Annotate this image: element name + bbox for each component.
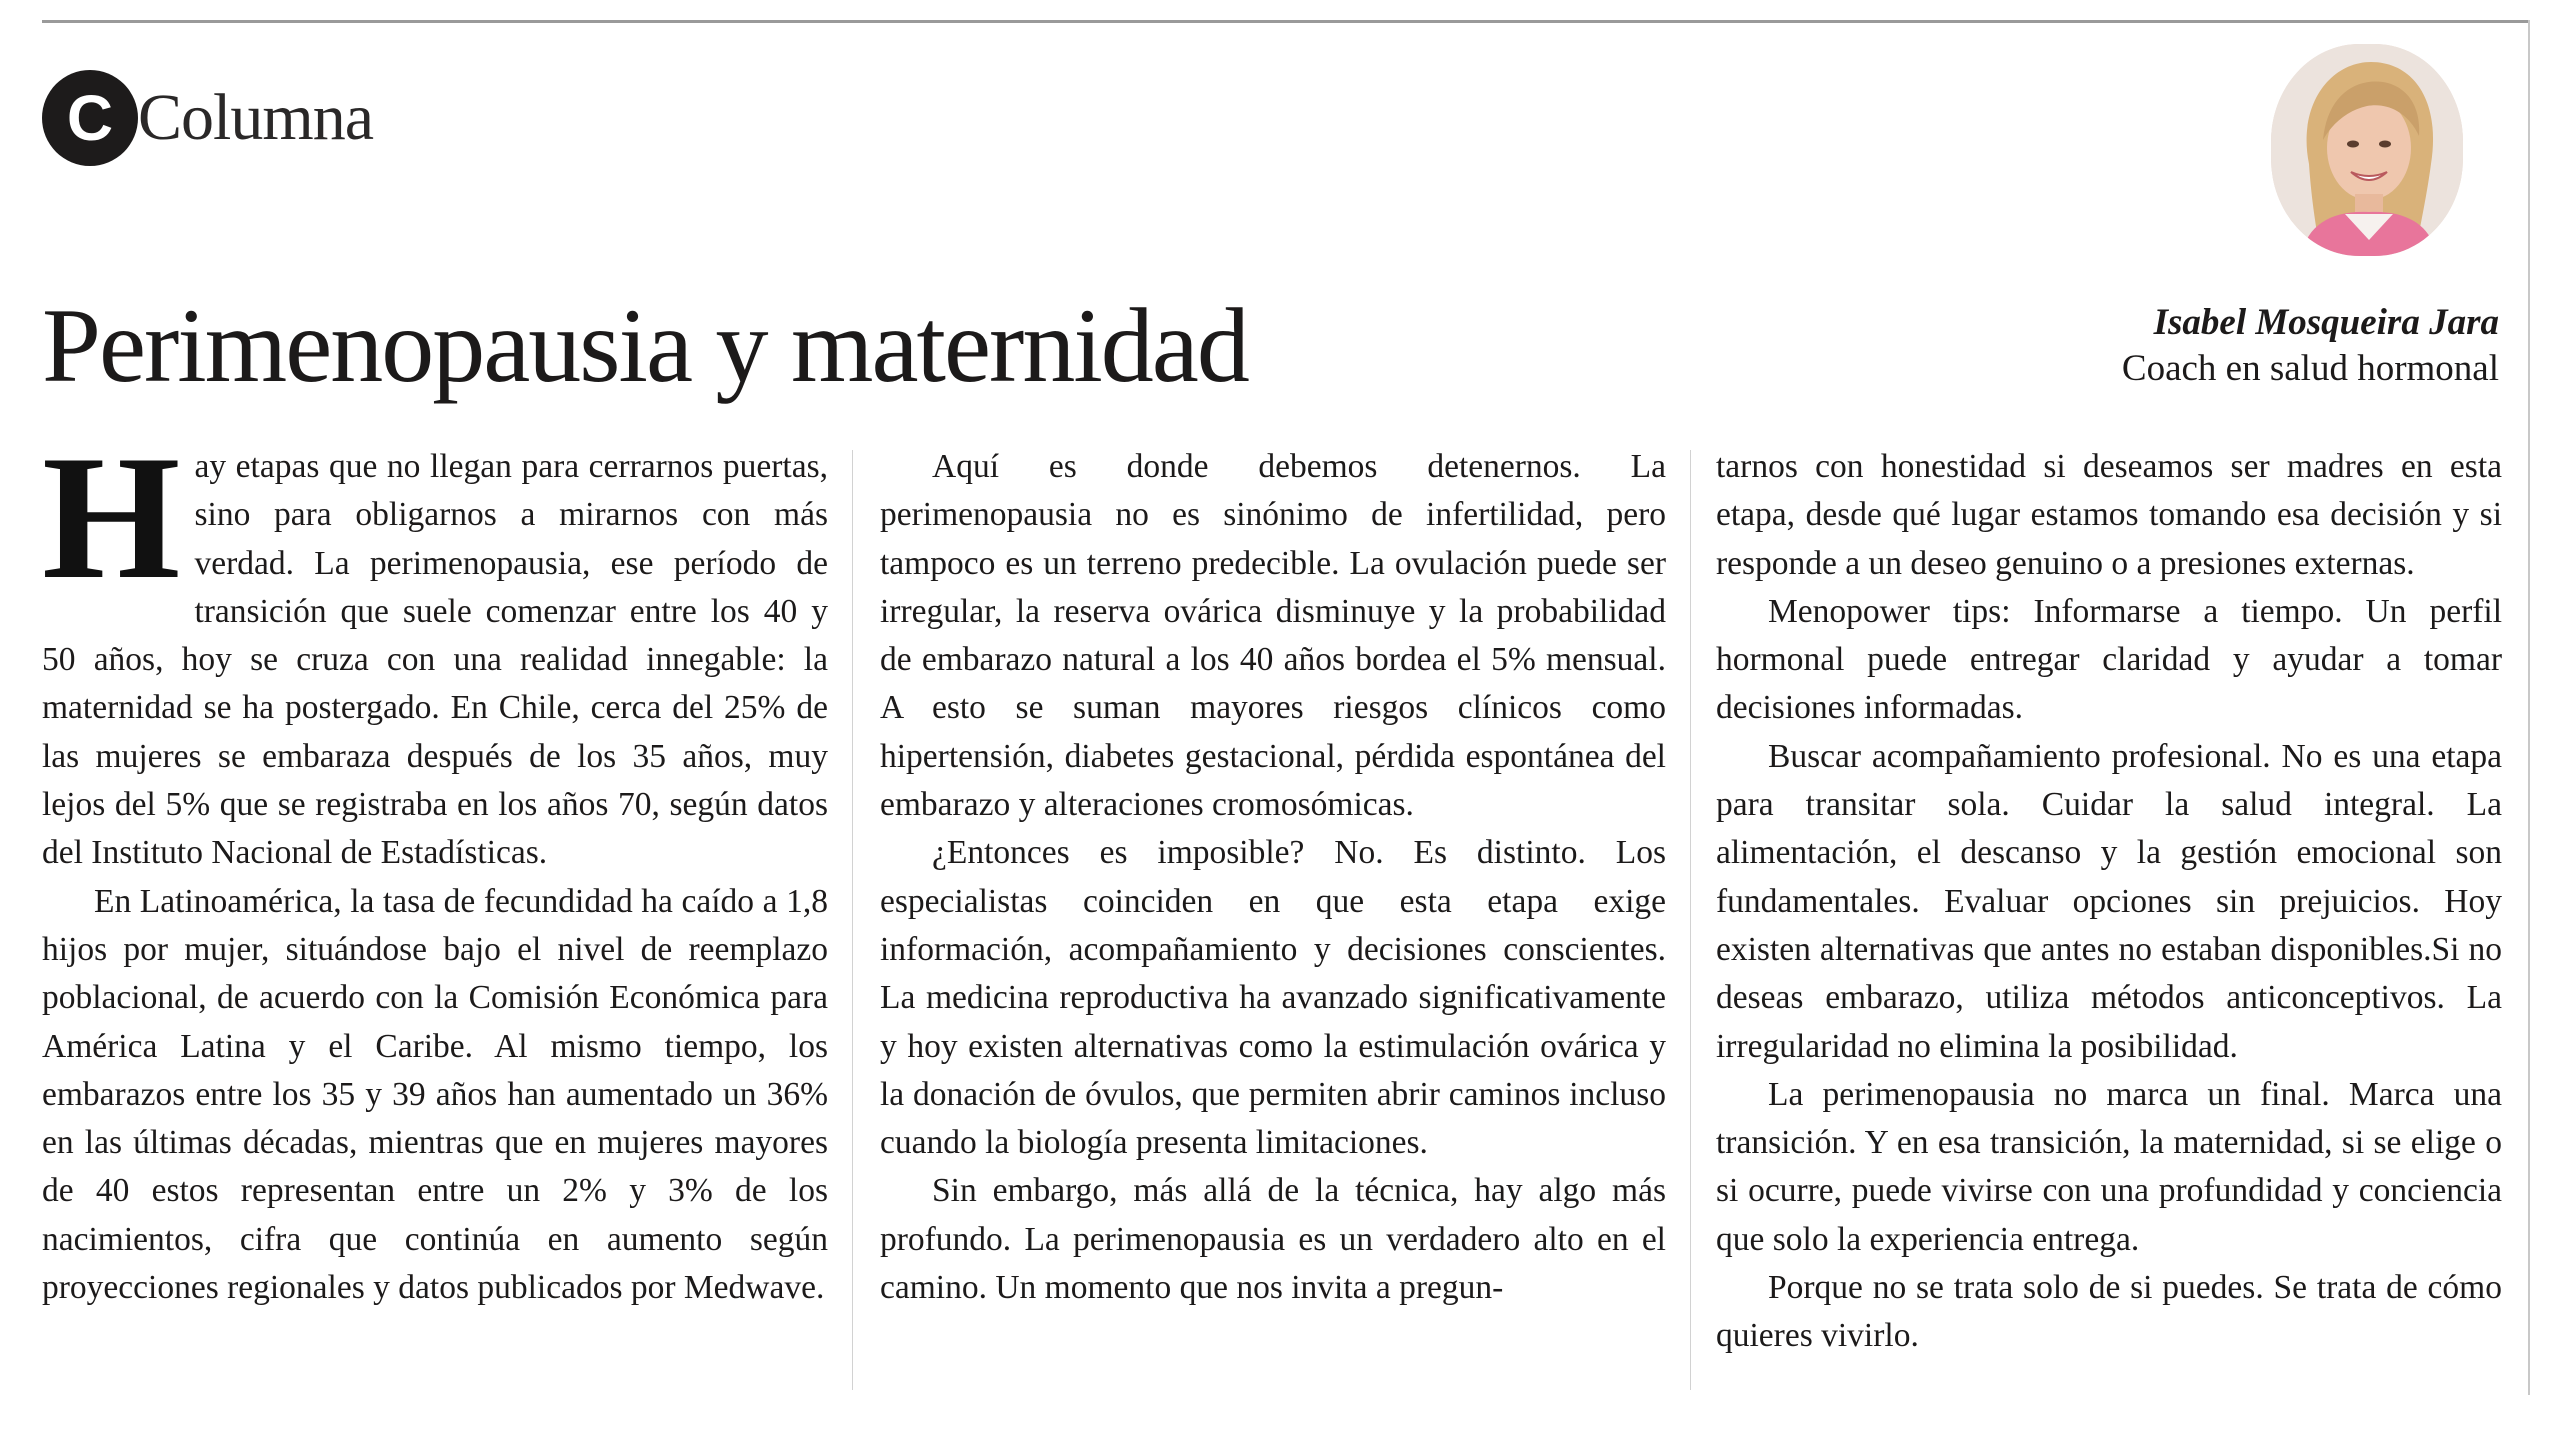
author-name: Isabel Mosqueira Jara — [2153, 302, 2499, 343]
drop-cap: H — [42, 418, 181, 616]
article-paragraph: ¿Entonces es imposible? No. Es distinto. Los especialistas coinciden en que esta etapa exige información, acompañamiento y decisiones conscientes. La medicina reproductiva ha avanzado significativamente y hoy existen alternativas como la estimulación ovárica y la donación de óvulos, que permiten abrir caminos incluso cuando la biología presenta limitaciones. — [880, 834, 1666, 1162]
article-paragraph: En Latinoamérica, la tasa de fecundidad ha caído a 1,8 hijos por mujer, situándose bajo el nivel de reemplazo poblacional, de acuerdo con la Comisión Económica para América Latina y el Caribe. Al mismo tiempo, los embarazos entre los 35 y 39 años han aumentado un 36% en las últimas décadas, mientras que en mujeres mayores de 40 estos representan entre un 2% y 3% de los nacimientos, cifra que continúa en aumento según proyecciones regionales y datos publicados por Medwave. — [42, 882, 828, 1307]
author-role: Coach en salud hormonal — [2121, 348, 2499, 389]
top-rule — [42, 20, 2530, 23]
article-paragraph: Buscar acompañamiento profesional. No es una etapa para transitar sola. Cuidar la salud integral. La alimentación, el descanso y la gestión emocional son fundamentales. Evaluar opciones sin prejuicios. Hoy existen alternativas que antes no estaban disponibles.Si no deseas embarazo, utiliza métodos anticonceptivos. La irregularidad no elimina la posibilidad. — [1716, 737, 2502, 1065]
article-paragraph: Porque no se trata solo de si puedes. Se trata de cómo quieres vivirlo. — [1716, 1269, 2502, 1355]
column-separator — [852, 450, 853, 1390]
article-column-2 — [880, 443, 1666, 1312]
article-paragraph: Aquí es donde debemos detenernos. La perimenopausia no es sinónimo de infertilidad, pero tampoco es un terreno predecible. La ovulación puede ser irregular, la reserva ovárica disminuye y la probabilidad de embarazo natural a los 40 años bordea el 5% mensual. A esto se suman mayores riesgos clínicos como hipertensión, diabetes gestacional, pérdida espontánea del embarazo y alteraciones cromosómicas. — [880, 448, 1666, 824]
article-paragraph: Hay etapas que no llegan para cerrarnos puertas, sino para obligarnos a mirarnos con más verdad. La perimenopausia, ese período de transición que suele comenzar entre los 40 y 50 años, hoy se cruza con una realidad innegable: la maternidad se ha postergado. En Chile, cerca del 25% de las mujeres se embaraza después de los 35 años, muy lejos del 5% que se registraba en los años 70, según datos del Instituto Nacional de Estadísticas. — [42, 418, 828, 872]
article-paragraph: La perimenopausia no marca un final. Marca una transición. Y en esa transición, la maternidad, si se elige o si ocurre, puede vivirse con una profundidad y conciencia que solo la experiencia entrega. — [1716, 1075, 2502, 1258]
author-photo — [2271, 44, 2463, 256]
section-badge — [42, 70, 373, 166]
article-paragraph: Sin embargo, más allá de la técnica, hay algo más profundo. La perimenopausia es un verdadero alto en el camino. Un momento que nos invita a pregun- — [880, 1172, 1666, 1307]
byline — [2122, 300, 2499, 392]
page-edge-rule — [2528, 20, 2530, 1395]
author-portrait-icon — [2271, 44, 2463, 256]
article-column-1 — [42, 418, 828, 1312]
column-separator — [1690, 450, 1691, 1390]
article-column-3 — [1716, 443, 2502, 1361]
section-initial-icon: C — [42, 70, 138, 166]
article-paragraph: tarnos con honestidad si deseamos ser madres en esta etapa, desde qué lugar estamos tomando esa decisión y si responde a un deseo genuino o a presiones externas. — [1716, 448, 2502, 582]
section-label: Columna — [138, 81, 373, 154]
article-headline: Perimenopausia y maternidad — [42, 287, 1248, 404]
article-paragraph: Menopower tips: Informarse a tiempo. Un perfil hormonal puede entregar claridad y ayudar a tomar decisiones informadas. — [1716, 592, 2502, 727]
